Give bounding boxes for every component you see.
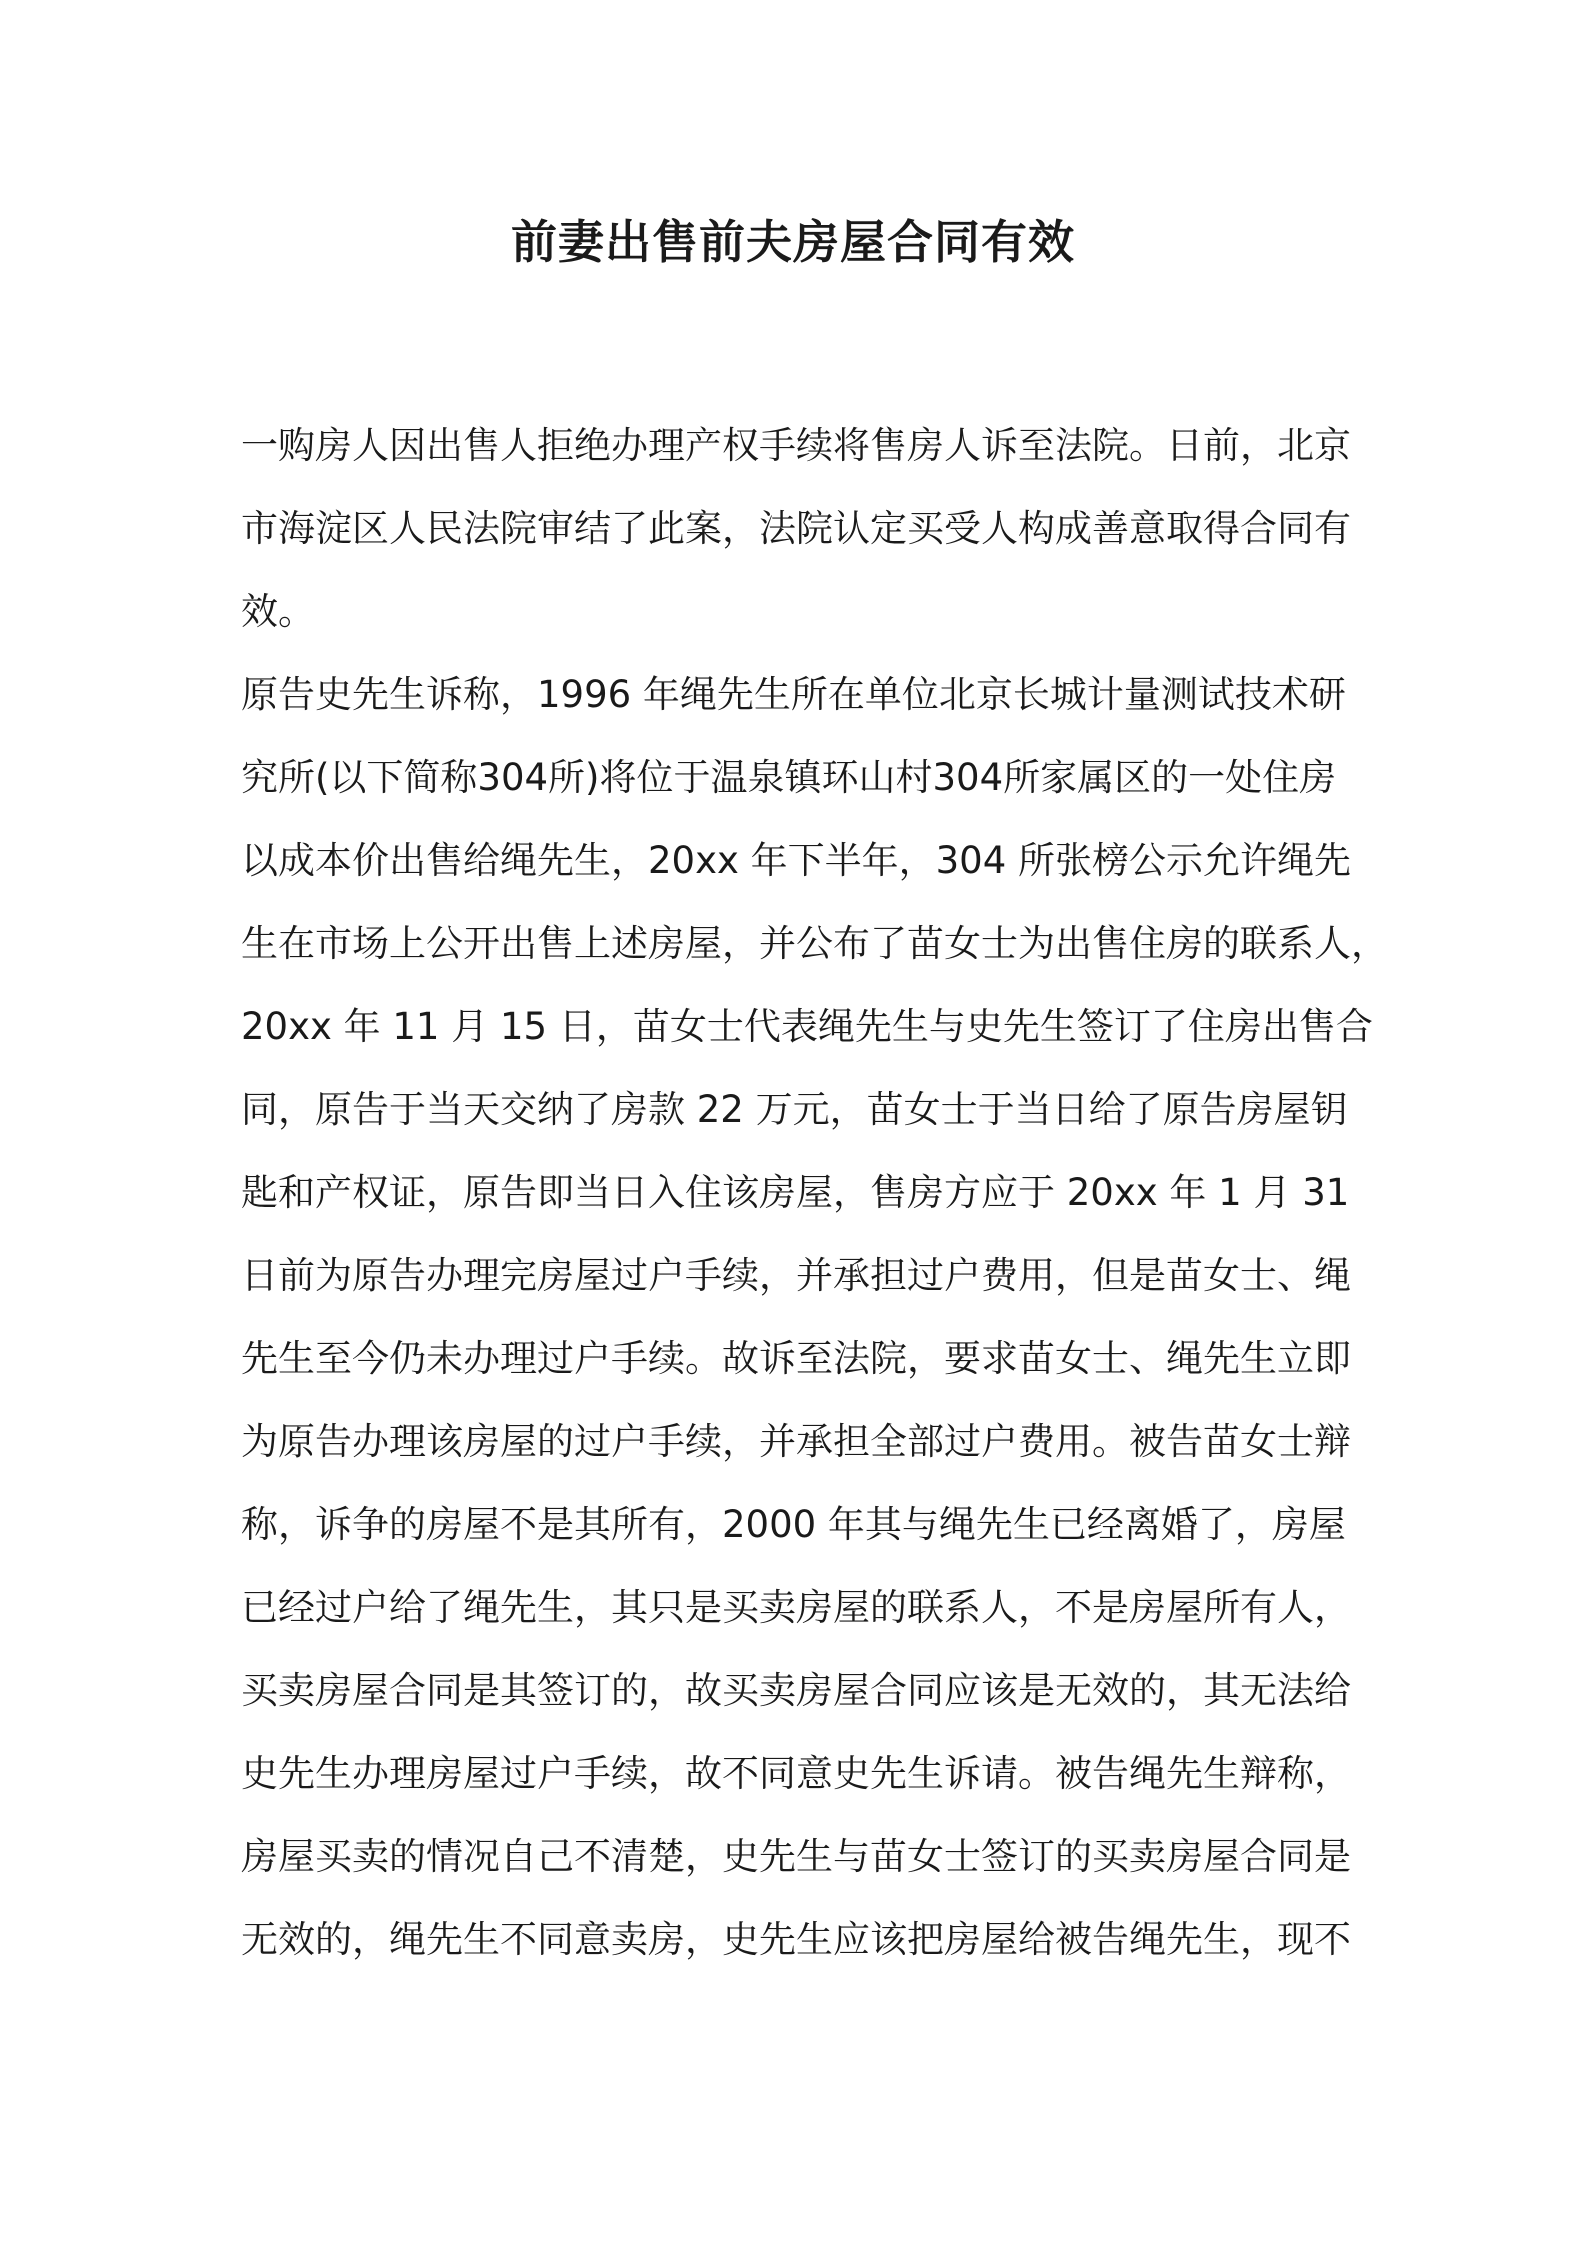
body-line: 房屋买卖的情况自己不清楚，史先生与苗女士签订的买卖房屋合同是 [241, 1835, 1351, 1878]
body-line: 同，原告于当天交纳了房款 22 万元，苗女士于当日给了原告房屋钥 [241, 1088, 1348, 1131]
body-line: 为原告办理该房屋的过户手续，并承担全部过户费用。被告苗女士辩 [241, 1420, 1351, 1463]
body-line: 以成本价出售给绳先生，20xx 年下半年，304 所张榜公示允许绳先 [241, 839, 1352, 882]
body-line: 效。 [241, 590, 315, 633]
body-line: 一购房人因出售人拒绝办理产权手续将售房人诉至法院。日前，北京 [241, 424, 1351, 467]
body-line: 20xx 年 11 月 15 日，苗女士代表绳先生与史先生签订了住房出售合 [241, 1005, 1373, 1048]
body-line: 无效的，绳先生不同意卖房，史先生应该把房屋给被告绳先生，现不 [241, 1918, 1351, 1961]
body-line: 先生至今仍未办理过户手续。故诉至法院，要求苗女士、绳先生立即 [241, 1337, 1351, 1380]
body-line: 已经过户给了绳先生，其只是买卖房屋的联系人，不是房屋所有人， [241, 1586, 1351, 1629]
body-line: 日前为原告办理完房屋过户手续，并承担过户费用，但是苗女士、绳 [241, 1254, 1351, 1297]
body-line: 匙和产权证，原告即当日入住该房屋，售房方应于 20xx 年 1 月 31 [241, 1171, 1350, 1214]
body-line: 市海淀区人民法院审结了此案，法院认定买受人构成善意取得合同有 [241, 507, 1351, 550]
document-body [241, 404, 1388, 1981]
body-line: 称，诉争的房屋不是其所有，2000 年其与绳先生已经离婚了，房屋 [241, 1503, 1346, 1546]
document-title: 前妻出售前夫房屋合同有效 [511, 215, 1075, 269]
body-line: 原告史先生诉称，1996 年绳先生所在单位北京长城计量测试技术研 [241, 673, 1346, 716]
body-line: 生在市场上公开出售上述房屋，并公布了苗女士为出售住房的联系人， [241, 922, 1388, 965]
body-line: 买卖房屋合同是其签订的，故买卖房屋合同应该是无效的，其无法给 [241, 1669, 1351, 1712]
body-line: 史先生办理房屋过户手续，故不同意史先生诉请。被告绳先生辩称， [241, 1752, 1351, 1795]
body-line: 究所(以下简称304所)将位于温泉镇环山村304所家属区的一处住房 [241, 756, 1337, 799]
